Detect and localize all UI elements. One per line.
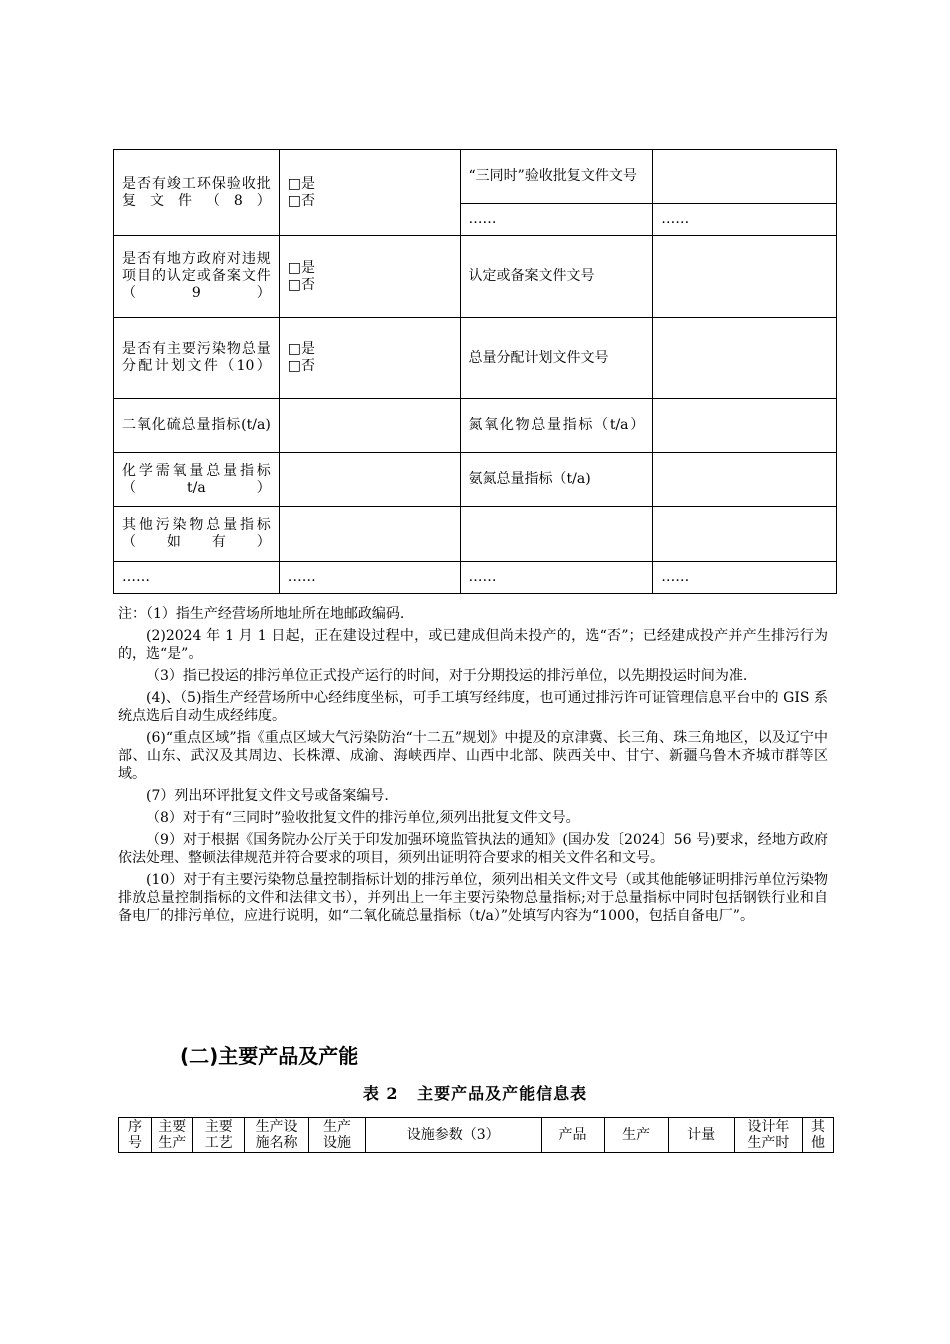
column-header-text: 生产 bbox=[323, 1119, 351, 1135]
column-header bbox=[245, 1118, 309, 1153]
quota-plan-no-input[interactable] bbox=[653, 318, 837, 399]
column-header-text: 序 bbox=[128, 1119, 143, 1135]
option-no-checkbox[interactable]: □否 bbox=[287, 358, 316, 374]
table-number: 表 2 bbox=[362, 1084, 399, 1103]
column-header-text: 主要 bbox=[204, 1119, 233, 1135]
table-row bbox=[114, 453, 837, 507]
other-pollutant-input[interactable] bbox=[460, 507, 653, 562]
note-item: (2)2024 年 1 月 1 日起，正在建设过程中，或已建成但尚未投产的，选“否”；已经建成投产并产生排污行为的，选“是”。 bbox=[118, 628, 828, 662]
column-header-text: 主要 bbox=[158, 1119, 187, 1135]
ellipsis-cell: …… bbox=[460, 204, 653, 236]
column-header bbox=[802, 1118, 833, 1153]
option-yes-checkbox[interactable]: □是 bbox=[287, 175, 316, 192]
column-header-text: 生产设 bbox=[255, 1119, 298, 1135]
so2-quota-label: 二氧化硫总量指标(t/a) bbox=[114, 399, 280, 453]
column-header bbox=[193, 1118, 245, 1153]
so2-quota-input[interactable] bbox=[279, 399, 460, 453]
column-header-text: 生产 bbox=[622, 1127, 651, 1143]
option-yes-checkbox[interactable]: □是 bbox=[287, 341, 316, 357]
filing-doc-label: 认定或备案文件文号 bbox=[460, 236, 653, 318]
three-simultaneous-doc-label: “三同时”验收批复文件文号 bbox=[460, 150, 653, 204]
table-row bbox=[114, 318, 837, 399]
column-header bbox=[152, 1118, 193, 1153]
note-item: （9）对于根据《国务院办公厅关于印发加强环境监管执法的通知》(国办发〔2024〕56 号)要求，经地方政府依法处理、整顿法律规范并符合要求的项目，须列出证明符合要求的相关文件名和文号。 bbox=[118, 832, 828, 866]
facility-info-table bbox=[113, 149, 837, 594]
table-header-row bbox=[119, 1118, 834, 1153]
note-item: (6)“重点区域”指《重点区域大气污染防治“十二五”规划》中提及的京津冀、长三角、珠三角地区，以及辽宁中部、山东、武汉及其周边、长株潭、成渝、海峡西岸、山西中北部、陕西关中、甘宁、新疆乌鲁木齐城市群等区域。 bbox=[118, 730, 828, 782]
option-no-checkbox[interactable]: □否 bbox=[287, 192, 316, 209]
table-row bbox=[114, 507, 837, 562]
note-item: （8）对于有“三同时”验收批复文件的排污单位,须列出批复文件文号。 bbox=[146, 810, 580, 826]
option-no-checkbox[interactable]: □否 bbox=[287, 276, 316, 293]
column-header-text: 工艺 bbox=[204, 1135, 233, 1151]
column-header-text: 设施参数（3） bbox=[406, 1127, 500, 1143]
column-header-text: 产品 bbox=[558, 1127, 587, 1143]
local-gov-doc-options bbox=[279, 236, 460, 318]
column-header-text: 号 bbox=[128, 1135, 143, 1151]
acceptance-doc-options bbox=[279, 150, 460, 236]
note-item: (7）列出环评批复文件文号或备案编号. bbox=[146, 788, 389, 804]
column-header bbox=[604, 1118, 668, 1153]
table-row bbox=[114, 150, 837, 204]
other-pollutant-quota-label: 其他污染物总量指标（如有） bbox=[114, 507, 280, 562]
table-row bbox=[114, 399, 837, 453]
column-header bbox=[365, 1118, 541, 1153]
other-pollutant-input[interactable] bbox=[653, 507, 837, 562]
ammonia-quota-input[interactable] bbox=[653, 453, 837, 507]
column-header bbox=[119, 1118, 152, 1153]
quota-plan-no-label: 总量分配计划文件文号 bbox=[460, 318, 653, 399]
section-heading: (二)主要产品及产能 bbox=[180, 1044, 359, 1068]
column-header-text: 设施 bbox=[323, 1135, 351, 1151]
option-yes-checkbox[interactable]: □是 bbox=[287, 259, 316, 276]
column-header-text: 施名称 bbox=[255, 1135, 298, 1151]
ammonia-quota-label: 氨氮总量指标（t/a) bbox=[460, 453, 653, 507]
table-title: 主要产品及产能信息表 bbox=[417, 1084, 588, 1103]
ellipsis-cell: …… bbox=[279, 562, 460, 594]
ellipsis-cell: …… bbox=[653, 204, 837, 236]
local-gov-doc-label: 是否有地方政府对违规项目的认定或备案文件（9） bbox=[114, 236, 280, 318]
table-caption bbox=[0, 1081, 950, 1104]
column-header bbox=[309, 1118, 366, 1153]
note-item: 注：（1）指生产经营场所地址所在地邮政编码. bbox=[118, 606, 405, 622]
ellipsis-cell: …… bbox=[653, 562, 837, 594]
three-simultaneous-doc-input[interactable] bbox=[653, 150, 837, 204]
product-capacity-table bbox=[118, 1117, 834, 1153]
other-pollutant-input[interactable] bbox=[279, 507, 460, 562]
column-header-text: 他 bbox=[810, 1135, 825, 1151]
note-item: (10）对于有主要污染物总量控制指标计划的排污单位，须列出相关文件文号（或其他能够证明排污单位污染物排放总量控制指标的文件和法律文书），并列出上一年主要污染物总量指标;对于总量指标中同时包括钢铁行业和自备电厂的排污单位，应进行说明，如“二氧化硫总量指标（t/a）”处填写内容为“1000，包括自备电厂”。 bbox=[118, 872, 828, 924]
column-header-text: 设计年 bbox=[747, 1119, 790, 1135]
column-header-text: 生产 bbox=[158, 1135, 187, 1151]
ellipsis-cell: …… bbox=[460, 562, 653, 594]
column-header-text: 生产时 bbox=[747, 1135, 790, 1151]
nox-quota-input[interactable] bbox=[653, 399, 837, 453]
note-item: （3）指已投运的排污单位正式投产运行的时间，对于分期投运的排污单位，以先期投运时间为准. bbox=[146, 668, 748, 684]
column-header bbox=[541, 1118, 604, 1153]
table-row bbox=[114, 236, 837, 318]
column-header-text: 其 bbox=[810, 1119, 825, 1135]
quota-plan-doc-label: 是否有主要污染物总量分配计划文件（10） bbox=[114, 318, 280, 399]
acceptance-doc-label: 是否有竣工环保验收批复文件（8） bbox=[114, 150, 280, 236]
nox-quota-label: 氮氧化物总量指标（t/a） bbox=[460, 399, 653, 453]
column-header bbox=[734, 1118, 802, 1153]
table-row bbox=[114, 562, 837, 594]
note-item: (4)、（5)指生产经营场所中心经纬度坐标，可手工填写经纬度，也可通过排污许可证管理信息平台中的 GIS 系统点选后自动生成经纬度。 bbox=[118, 690, 828, 724]
cod-quota-label: 化学需氧量总量指标（t/a） bbox=[114, 453, 280, 507]
ellipsis-cell: …… bbox=[114, 562, 280, 594]
quota-plan-doc-options bbox=[279, 318, 460, 399]
cod-quota-input[interactable] bbox=[279, 453, 460, 507]
notes-section bbox=[118, 605, 828, 929]
column-header bbox=[668, 1118, 734, 1153]
filing-doc-input[interactable] bbox=[653, 236, 837, 318]
column-header-text: 计量 bbox=[687, 1127, 716, 1143]
